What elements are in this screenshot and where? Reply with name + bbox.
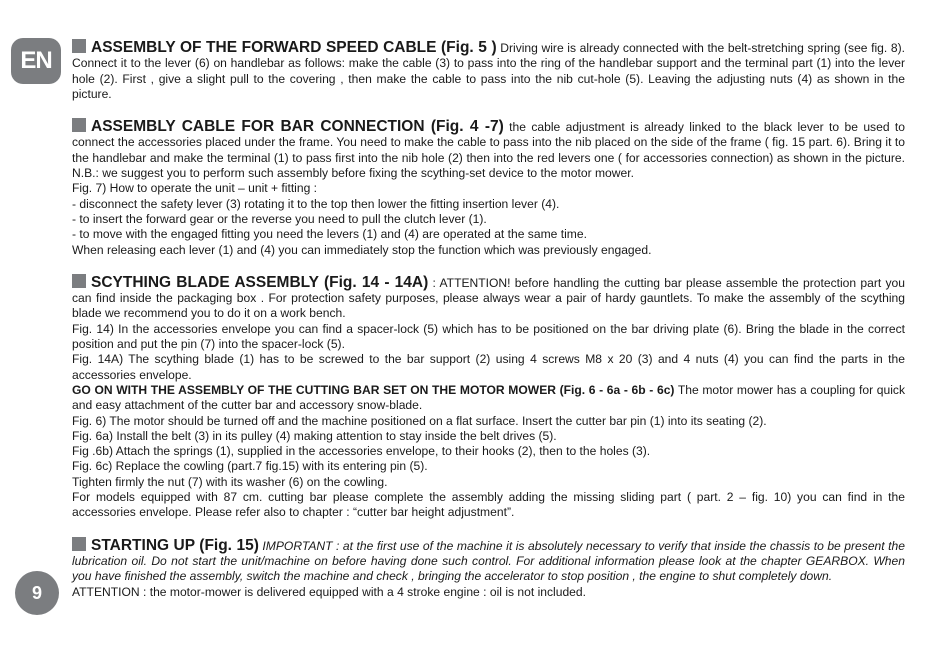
text-line: For models equipped with 87 cm. cutting bar please complete the assembly adding the missing sliding part ( part. 2 – fig. 10) you can find in the accessories envelope. Please refer also to chapter : “cutter bar height adjustment”.: [72, 490, 905, 520]
square-bullet-icon: [72, 118, 86, 132]
section-heading: STARTING UP (Fig. 15): [91, 536, 259, 554]
subheading: GO ON WITH THE ASSEMBLY OF THE CUTTING BAR SET ON THE MOTOR MOWER (Fig. 6 - 6a - 6b - 6c): [72, 382, 675, 397]
text-line: Fig. 6a) Install the belt (3) in its pulley (4) making attention to stay inside the belt drives (5).: [72, 428, 557, 443]
section-heading: ASSEMBLY OF THE FORWARD SPEED CABLE (Fig. 5 ): [91, 39, 497, 56]
text-line: When releasing each lever (1) and (4) you can immediately stop the function which was previously engaged.: [72, 242, 652, 257]
language-tab: EN: [11, 38, 61, 84]
text-line: Fig. 14A) The scything blade (1) has to be screwed to the bar support (2) using 4 screws M8 x 20 (3) and 4 nuts (4) you can find the parts in the accessories envelope.: [72, 352, 905, 382]
text-line: - disconnect the safety lever (3) rotating it to the top then lower the fitting insertion lever (4).: [72, 196, 560, 211]
text-line: Fig. 6c) Replace the cowling (part.7 fig.15) with its entering pin (5).: [72, 459, 428, 474]
section-heading: SCYTHING BLADE ASSEMBLY (Fig. 14 - 14A): [91, 273, 429, 291]
square-bullet-icon: [72, 274, 86, 288]
section-body: Driving wire is already connected with the belt-stretching spring (see fig. 8). Connect it to the lever (6) on handlebar as follows: make the cable (3) to pass into the ring of the handlebar support and the terminal part (1) into the lever hole (2). First , give a slight pull to the covering , then make the cable to pass into the nib cut-hole (5). Leaving the adjusting nuts (4) as shown in the picture.: [72, 41, 905, 101]
text-line: Fig .6b) Attach the springs (1), supplied in the accessories envelope, to their hooks (2), then to the holes (3).: [72, 444, 651, 459]
page-number: 9: [15, 571, 59, 615]
text-line: Fig. 6) The motor should be turned off and the machine positioned on a flat surface. Insert the cutter bar pin (1) into its seating (2).: [72, 413, 767, 428]
square-bullet-icon: [72, 537, 86, 551]
text-line: ATTENTION : the motor-mower is delivered equipped with a 4 stroke engine : oil is not included.: [72, 584, 586, 599]
text-line: Tighten firmly the nut (7) with its washer (6) on the cowling.: [72, 474, 388, 489]
manual-content: [72, 39, 905, 616]
section-body: the cable adjustment is already linked to the black lever to be used to connect the accessories placed under the frame. You need to make the cable to pass into the nib placed on the side of the frame ( fig. 15 part. 6). Bring it to the handlebar and make the terminal (1) to pass first into the nib hole (2) then into the red levers one ( for accessories connection) as shown in the picture. N.B.: we suggest you to perform such assembly before fixing the scything-set device to the motor mower.: [72, 120, 905, 181]
section-body-italic: IMPORTANT : at the first use of the machine it is absolutely necessary to verify that inside the chassis to be present the lubrication oil. Do not start the unit/machine on before having done such control. For additional information please look at the chapter GEARBOX. When you have finished the assembly, switch the machine and check , bringing the accelerator to stop position , the engine to shut completely down.: [72, 538, 905, 584]
section-bar-connection-cable: [72, 118, 905, 258]
square-bullet-icon: [72, 39, 86, 53]
section-forward-speed-cable: [72, 39, 905, 102]
text-line: Fig. 14) In the accessories envelope you can find a spacer-lock (5) which has to be positioned on the bar driving plate (6). Bring the blade in the correct position and put the pin (7) into the spacer-lock (5).: [72, 321, 905, 352]
section-heading: ASSEMBLY CABLE FOR BAR CONNECTION (Fig. 4 -7): [91, 118, 504, 136]
section-body: : ATTENTION! before handling the cutting bar please assemble the protection part you can find inside the packaging box . For protection safety purposes, please always wear a pair of hardy gauntlets. To make the assembly of the scything blade we recommend you to do it on a work bench.: [72, 275, 906, 321]
text-line: Fig. 7) How to operate the unit – unit + fitting :: [72, 181, 318, 196]
text-line: - to insert the forward gear or the reverse you need to pull the clutch lever (1).: [72, 211, 487, 226]
text-line: - to move with the engaged fitting you need the levers (1) and (4) are operated at the same time.: [72, 227, 587, 242]
section-starting-up: [72, 537, 905, 600]
section-scything-blade: [72, 274, 905, 521]
subheading-body: The motor mower has a coupling for quick and easy attachment of the cutter bar and accessory snow-blade.: [72, 382, 906, 413]
